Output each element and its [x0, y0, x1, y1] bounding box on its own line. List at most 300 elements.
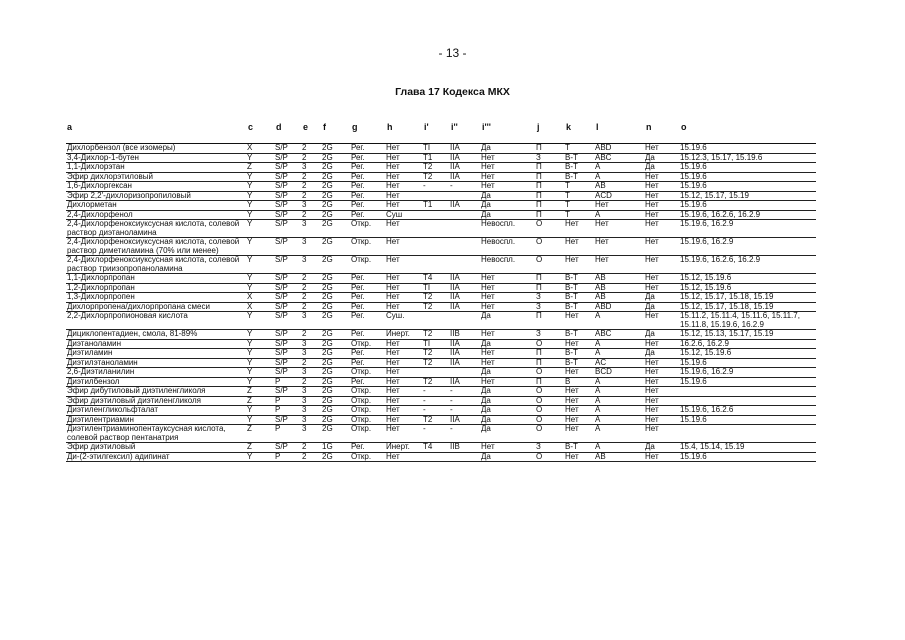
- cell-f: 2G: [322, 338, 333, 348]
- cell-h: Нет: [386, 376, 400, 386]
- cell-d: S/P: [275, 282, 288, 292]
- cell-o: [679, 425, 816, 443]
- cell-i1: T4: [423, 273, 433, 282]
- cell-k: В-Т: [565, 329, 578, 338]
- cell-i2: IIA: [450, 143, 460, 152]
- cell-i1: -: [423, 424, 426, 433]
- column-header-o: o: [681, 122, 687, 132]
- cell-i3: Нет: [481, 292, 495, 301]
- cell-j: П: [536, 273, 542, 282]
- cell-j: П: [536, 282, 542, 292]
- cell-n: Нет: [645, 451, 659, 461]
- cell-d: S/P: [275, 219, 288, 228]
- cell-j: З: [536, 442, 541, 451]
- cell-k: В-Т: [565, 301, 578, 311]
- cell-i2: IIA: [450, 200, 460, 209]
- cell-n: Нет: [645, 367, 659, 376]
- cell-i2: [449, 238, 480, 256]
- cell-i1: [422, 210, 449, 220]
- cell-l: A: [595, 348, 601, 357]
- cell-k: В-Т: [565, 442, 578, 451]
- table-row: [66, 256, 816, 274]
- cell-d: S/P: [275, 255, 288, 264]
- cell-c: Y: [247, 357, 253, 367]
- cell-f: 2G: [322, 255, 333, 264]
- cell-e: 3: [302, 162, 307, 171]
- cell-e: 3: [302, 424, 307, 433]
- cell-j: О: [536, 219, 543, 228]
- cell-c: Y: [247, 273, 253, 282]
- cell-i2: -: [450, 395, 453, 405]
- cell-g: Рег.: [351, 273, 365, 282]
- cell-d: S/P: [275, 200, 288, 209]
- cell-i1: -: [423, 395, 426, 405]
- cell-o: 15.19.6, 16.2.6, 16.2.9: [680, 255, 761, 264]
- table-row: [66, 349, 816, 359]
- cell-h: Нет: [386, 386, 400, 395]
- cell-d: S/P: [275, 348, 288, 357]
- table-row: [66, 163, 816, 173]
- cell-g: Рег.: [351, 292, 365, 301]
- cell-o: 15.12, 15.19.6: [680, 282, 732, 292]
- cell-e: 3: [302, 338, 307, 348]
- cell-f: 2G: [322, 209, 333, 219]
- cell-h: Инерт.: [386, 442, 410, 451]
- cell-f: 2G: [322, 282, 333, 292]
- cell-i2: IIA: [450, 414, 460, 424]
- cell-l: ABC: [595, 152, 612, 162]
- cell-i3: Нет: [481, 301, 495, 311]
- table-row: [66, 220, 816, 238]
- cell-o: 15.12, 15.19.6: [680, 273, 732, 282]
- cell-d: P: [275, 451, 281, 461]
- cell-a: 3,4-Дихлор-1-бутен: [67, 152, 139, 162]
- cell-j: О: [536, 367, 543, 376]
- page-number: - 13 -: [438, 46, 467, 60]
- cell-i3: Нет: [481, 273, 495, 282]
- cell-g: Откр.: [351, 219, 372, 228]
- cell-f: 2G: [322, 162, 333, 171]
- cell-f: 2G: [322, 405, 333, 414]
- cell-f: 1G: [322, 442, 333, 451]
- cell-g: Рег.: [351, 329, 365, 338]
- cell-i1: T2: [423, 414, 433, 424]
- cell-j: П: [536, 376, 542, 386]
- cell-l: Нет: [595, 255, 609, 264]
- cell-f: 2G: [322, 171, 333, 181]
- cell-f: 2G: [322, 357, 333, 367]
- cell-k: В-Т: [565, 152, 578, 162]
- cell-f: 2G: [322, 181, 333, 190]
- cell-d: S/P: [275, 386, 288, 395]
- cell-f: 2G: [322, 395, 333, 405]
- cell-k: В-Т: [565, 162, 578, 171]
- cell-e: 2: [302, 442, 307, 451]
- cell-a: 1,1-Дихлорпропан: [67, 273, 135, 282]
- cell-c: Y: [247, 311, 253, 320]
- cell-a: Диэтиламин: [67, 348, 113, 357]
- cell-o: 15.19.6, 16.2.9: [680, 367, 734, 376]
- cell-l: AB: [595, 282, 606, 292]
- cell-l: A: [595, 162, 601, 171]
- cell-h: Нет: [386, 395, 400, 405]
- cell-c: Z: [247, 442, 252, 451]
- cell-o: 15.19.6: [680, 357, 707, 367]
- cell-n: Нет: [645, 237, 659, 246]
- cell-c: Z: [247, 162, 252, 171]
- cell-g: Откр.: [351, 255, 372, 264]
- cell-e: 3: [302, 414, 307, 424]
- table-row: [66, 443, 816, 453]
- cell-i1: -: [423, 386, 426, 395]
- cell-e: 2: [302, 273, 307, 282]
- cell-i1: T4: [423, 442, 433, 451]
- column-header-h: h: [387, 122, 393, 132]
- cell-i3: Да: [481, 200, 491, 209]
- cell-d: P: [275, 424, 281, 433]
- cell-k: В-Т: [565, 273, 578, 282]
- table-row: [66, 330, 816, 340]
- cell-h: Нет: [386, 338, 400, 348]
- cell-f: 2G: [322, 329, 333, 338]
- table-row: [66, 312, 816, 330]
- cell-h: Нет: [386, 219, 400, 228]
- cell-f: 2G: [322, 143, 333, 152]
- cell-g: Откр.: [351, 367, 372, 376]
- cell-i3: Нет: [481, 181, 495, 190]
- cell-h: Нет: [386, 190, 400, 200]
- cell-i1: T1: [423, 200, 433, 209]
- cell-l: A: [595, 338, 601, 348]
- column-header-a: a: [67, 122, 73, 132]
- cell-i1: TI: [423, 143, 431, 152]
- cell-h: Нет: [386, 405, 400, 414]
- cell-h: Нет: [386, 301, 400, 311]
- column-header-k: k: [566, 122, 572, 132]
- cell-i1: [422, 368, 449, 378]
- cell-i3: Да: [481, 338, 491, 348]
- cell-h: Нет: [386, 282, 400, 292]
- cell-g: Откр.: [351, 386, 372, 395]
- cell-j: П: [536, 357, 542, 367]
- cell-a: 2,2-Дихлорпропионовая кислота: [67, 311, 188, 320]
- cell-f: 2G: [322, 367, 333, 376]
- cell-i3: Нет: [481, 329, 495, 338]
- cell-i3: Да: [481, 451, 491, 461]
- cell-i3: Невоспл.: [481, 219, 516, 228]
- cell-i3: Да: [481, 190, 491, 200]
- cell-n: Нет: [645, 273, 659, 282]
- cell-c: X: [247, 292, 253, 301]
- cell-a: Диэтилэтаноламин: [67, 357, 138, 367]
- cell-l: ABC: [595, 329, 612, 338]
- cell-i2: IIA: [450, 357, 460, 367]
- cell-g: Откр.: [351, 237, 372, 246]
- cell-d: S/P: [275, 311, 288, 320]
- cell-h: Нет: [386, 451, 400, 461]
- cell-l: AB: [595, 273, 606, 282]
- cell-n: Нет: [645, 181, 659, 190]
- cell-n: Да: [645, 292, 655, 301]
- cell-j: П: [536, 190, 542, 200]
- cell-l: A: [595, 395, 601, 405]
- cell-o: [679, 387, 816, 397]
- cell-d: S/P: [275, 209, 288, 219]
- cell-n: Нет: [645, 376, 659, 386]
- cell-d: S/P: [275, 367, 288, 376]
- cell-i2: IIA: [450, 338, 460, 348]
- table-row: [66, 425, 816, 443]
- cell-k: Т: [565, 181, 570, 190]
- cell-a: 2,4-Дихлорфеноксиуксусная кислота, солевой раствор диметиламина (70% или менее): [67, 237, 240, 255]
- cell-j: З: [536, 301, 541, 311]
- cell-o: 15.19.6: [680, 162, 707, 171]
- cell-d: S/P: [275, 143, 288, 152]
- cell-c: Y: [247, 282, 253, 292]
- cell-j: П: [536, 181, 542, 190]
- cell-l: A: [595, 376, 601, 386]
- cell-l: BCD: [595, 367, 612, 376]
- cell-i1: [422, 312, 449, 330]
- cell-i1: -: [423, 181, 426, 190]
- cell-g: Рег.: [351, 181, 365, 190]
- cell-n: Нет: [645, 209, 659, 219]
- table-row: [66, 182, 816, 192]
- cell-h: Нет: [386, 143, 400, 152]
- cell-i3: Да: [481, 424, 491, 433]
- cell-i1: [422, 220, 449, 238]
- cell-k: Т: [565, 143, 570, 152]
- column-header-d: d: [276, 122, 282, 132]
- cell-f: 2G: [322, 311, 333, 320]
- cell-i1: [422, 256, 449, 274]
- cell-h: Нет: [386, 181, 400, 190]
- cell-d: P: [275, 405, 281, 414]
- cell-e: 2: [302, 181, 307, 190]
- cell-e: 2: [302, 171, 307, 181]
- cell-i3: Да: [481, 405, 491, 414]
- cell-i3: Да: [481, 386, 491, 395]
- cell-h: Нет: [386, 200, 400, 209]
- cell-l: A: [595, 424, 601, 433]
- cell-k: Нет: [565, 367, 579, 376]
- cell-i2: IIA: [450, 152, 460, 162]
- cell-k: Нет: [565, 451, 579, 461]
- cell-k: В: [565, 376, 571, 386]
- cell-g: Рег.: [351, 376, 365, 386]
- cell-e: 3: [302, 367, 307, 376]
- cell-a: Диэтилбензол: [67, 376, 120, 386]
- cell-e: 3: [302, 386, 307, 395]
- cell-c: Y: [247, 338, 253, 348]
- cell-c: Z: [247, 424, 252, 433]
- cell-i2: -: [450, 405, 453, 414]
- cell-d: S/P: [275, 273, 288, 282]
- cell-e: 3: [302, 405, 307, 414]
- cell-i3: Нет: [481, 162, 495, 171]
- cell-i3: Да: [481, 311, 491, 320]
- cell-f: 2G: [322, 424, 333, 433]
- cell-i2: IIA: [450, 376, 460, 386]
- cell-h: Инерт.: [386, 329, 410, 338]
- cell-a: 2,6-Диэтиланилин: [67, 367, 135, 376]
- cell-h: Суш: [386, 209, 403, 219]
- cell-o: 15.4, 15.14, 15.19: [680, 442, 745, 451]
- cell-d: S/P: [275, 292, 288, 301]
- cell-i2: [449, 256, 480, 274]
- cell-c: Y: [247, 414, 253, 424]
- cell-c: Y: [247, 181, 253, 190]
- cell-j: О: [536, 395, 543, 405]
- cell-o: 15.19.6: [680, 143, 707, 152]
- cell-c: Y: [247, 200, 253, 209]
- cell-n: Да: [645, 162, 655, 171]
- cell-e: 3: [302, 311, 307, 320]
- cell-i3: Да: [481, 367, 491, 376]
- cell-e: 2: [302, 190, 307, 200]
- cell-j: П: [536, 162, 542, 171]
- cell-g: Рег.: [351, 143, 365, 152]
- cell-c: Y: [247, 367, 253, 376]
- cell-h: Нет: [386, 414, 400, 424]
- cell-o: 15.19.6: [680, 414, 707, 424]
- cell-c: Z: [247, 395, 252, 405]
- cell-l: A: [595, 171, 601, 181]
- cell-i1: T2: [423, 301, 433, 311]
- cell-n: Да: [645, 348, 655, 357]
- cell-n: Да: [645, 152, 655, 162]
- cell-o: 15.12, 15.17, 15.18, 15.19: [680, 292, 774, 301]
- cell-e: 2: [302, 209, 307, 219]
- column-header-c: c: [248, 122, 254, 132]
- cell-n: Нет: [645, 386, 659, 395]
- cell-g: Рег.: [351, 162, 365, 171]
- cell-n: Нет: [645, 311, 659, 320]
- cell-i3: Да: [481, 143, 491, 152]
- cell-o: 15.19.6: [680, 181, 707, 190]
- cell-j: О: [536, 338, 543, 348]
- cell-i2: IIA: [450, 348, 460, 357]
- cell-i1: TI: [423, 338, 431, 348]
- cell-h: Нет: [386, 424, 400, 433]
- cell-a: 1,1-Дихлорэтан: [67, 162, 125, 171]
- cell-o: 15.12, 15.17, 15.19: [680, 190, 749, 200]
- cell-n: Нет: [645, 338, 659, 348]
- cell-l: A: [595, 405, 601, 414]
- cell-e: 2: [302, 152, 307, 162]
- cell-c: Y: [247, 451, 253, 461]
- cell-c: Y: [247, 171, 253, 181]
- cell-o: 15.19.6, 16.2.6, 16.2.9: [680, 209, 761, 219]
- cell-a: Эфир диэтиловый диэтиленгликоля: [67, 395, 201, 405]
- cell-d: S/P: [275, 414, 288, 424]
- cell-i3: Да: [481, 209, 491, 219]
- cell-a: Дициклопентадиен, смола, 81-89%: [67, 329, 198, 338]
- cell-e: 3: [302, 219, 307, 228]
- cell-g: Рег.: [351, 171, 365, 181]
- cell-h: Нет: [386, 348, 400, 357]
- cell-d: S/P: [275, 442, 288, 451]
- cell-h: Нет: [386, 152, 400, 162]
- cell-o: 15.19.6, 16.2.6: [680, 405, 734, 414]
- column-header-g: g: [352, 122, 358, 132]
- table-row: [66, 387, 816, 397]
- cell-l: AB: [595, 181, 606, 190]
- cell-a: Диэтиленгликольфталат: [67, 405, 159, 414]
- cell-a: 1,6-Дихлоргексан: [67, 181, 132, 190]
- cell-c: Y: [247, 376, 253, 386]
- cell-o: 15.19.6: [680, 200, 707, 209]
- cell-f: 2G: [322, 301, 333, 311]
- cell-k: Нет: [565, 414, 579, 424]
- column-header-j: j: [537, 122, 540, 132]
- cell-i1: T2: [423, 162, 433, 171]
- cell-l: A: [595, 209, 601, 219]
- table-row: [66, 238, 816, 256]
- cell-k: Нет: [565, 219, 579, 228]
- cell-j: О: [536, 451, 543, 461]
- cell-l: AB: [595, 451, 606, 461]
- cell-h: Нет: [386, 367, 400, 376]
- cell-a: Эфир дихлорэтиловый: [67, 171, 153, 181]
- cell-h: Нет: [386, 273, 400, 282]
- cell-d: P: [275, 395, 281, 405]
- cell-l: A: [595, 414, 601, 424]
- cell-h: Нет: [386, 255, 400, 264]
- cell-o: 15.19.6: [680, 171, 707, 181]
- cell-j: О: [536, 414, 543, 424]
- cell-i1: TI: [423, 282, 431, 292]
- cell-g: Откр.: [351, 405, 372, 414]
- cell-d: S/P: [275, 357, 288, 367]
- cell-i1: [422, 452, 449, 462]
- cell-l: ABD: [595, 301, 612, 311]
- cell-k: Нет: [565, 338, 579, 348]
- column-header-l: l: [596, 122, 599, 132]
- cell-i2: IIA: [450, 171, 460, 181]
- cell-a: Диэтилентриамин: [67, 414, 134, 424]
- cell-l: A: [595, 386, 601, 395]
- cell-i2: IIA: [450, 301, 460, 311]
- cell-f: 2G: [322, 219, 333, 228]
- cell-n: Нет: [645, 171, 659, 181]
- cell-k: Нет: [565, 424, 579, 433]
- table-row: [66, 144, 816, 153]
- cell-g: Рег.: [351, 348, 365, 357]
- cell-c: Y: [247, 329, 253, 338]
- cell-n: Нет: [645, 424, 659, 433]
- cell-g: Рег.: [351, 152, 365, 162]
- cell-j: О: [536, 255, 543, 264]
- cell-d: S/P: [275, 190, 288, 200]
- cell-c: Y: [247, 152, 253, 162]
- cell-i2: [449, 452, 480, 462]
- cell-n: Да: [645, 329, 655, 338]
- cell-g: Откр.: [351, 395, 372, 405]
- cell-a: 2,4-Дихлорфеноксиуксусная кислота, солевой раствор триизопропаноламина: [67, 255, 240, 273]
- cell-f: 2G: [322, 190, 333, 200]
- table-row: [66, 452, 816, 462]
- cell-f: 2G: [322, 237, 333, 246]
- cell-a: Эфир диэтиловый: [67, 442, 136, 451]
- cell-i3: Нет: [481, 152, 495, 162]
- table-row: [66, 201, 816, 211]
- cell-f: 2G: [322, 386, 333, 395]
- document-title: Глава 17 Кодекса МКХ: [395, 86, 510, 98]
- cell-c: Y: [247, 190, 253, 200]
- cell-i3: Нет: [481, 442, 495, 451]
- cell-e: 2: [302, 451, 307, 461]
